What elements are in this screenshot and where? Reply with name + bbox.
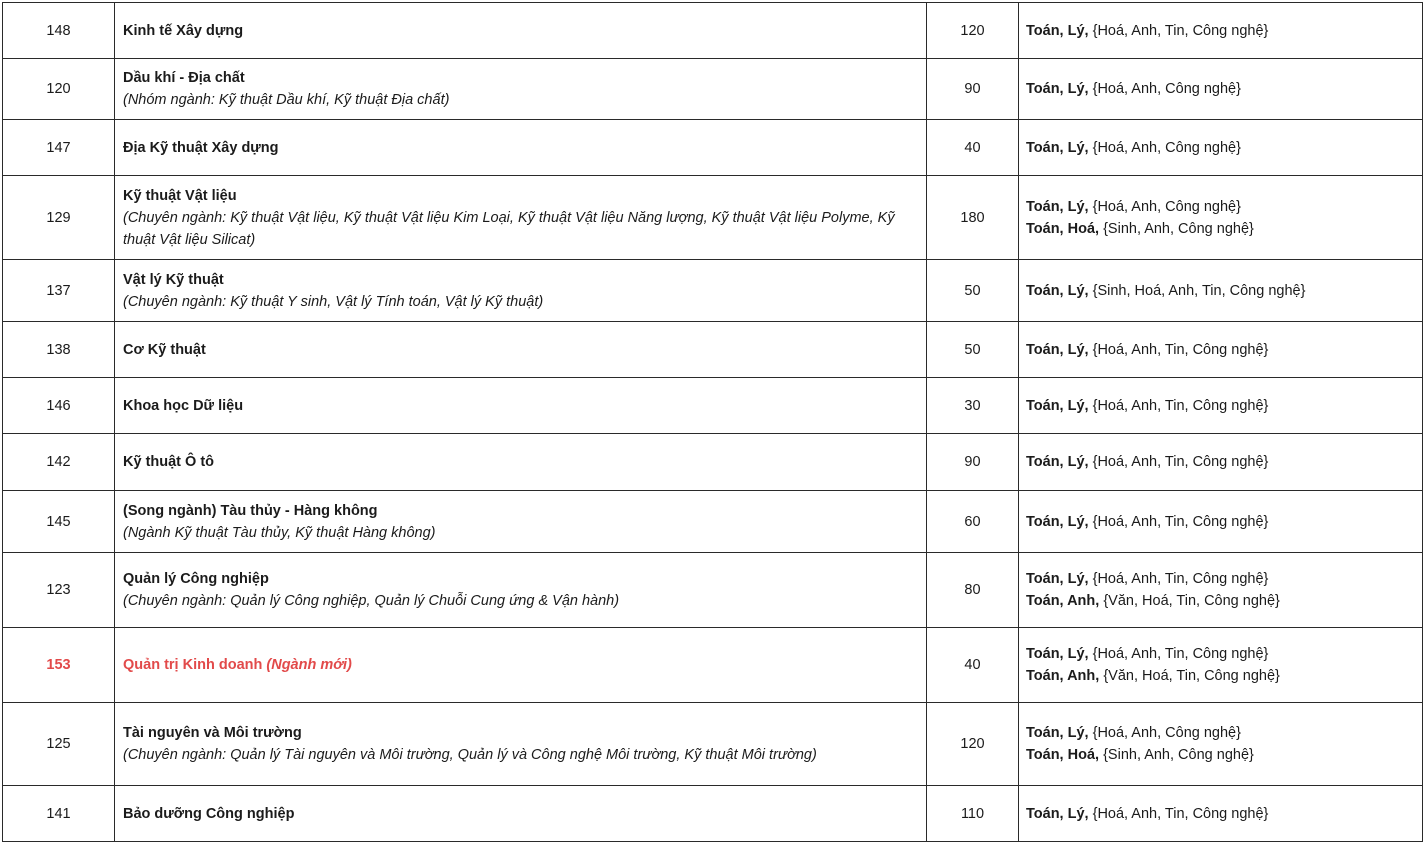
program-code: 120 <box>3 59 115 120</box>
required-subjects: Toán, Lý, <box>1026 646 1093 662</box>
program-code: 123 <box>3 553 115 628</box>
admission-table-body <box>3 3 1423 842</box>
program-specializations: (Chuyên ngành: Quản lý Công nghiệp, Quản lý Chuỗi Cung ứng & Vận hành) <box>123 593 620 609</box>
required-subjects: Toán, Lý, <box>1026 571 1093 587</box>
program-name <box>123 568 918 590</box>
subject-combination <box>1026 803 1414 825</box>
admission-table <box>2 2 1423 842</box>
program-name-text: Địa Kỹ thuật Xây dựng <box>123 139 279 156</box>
program-quota: 90 <box>927 434 1019 491</box>
subject-combinations-cell <box>1019 378 1423 434</box>
program-name-cell <box>115 491 927 553</box>
table-row <box>3 59 1423 120</box>
required-subjects: Toán, Hoá, <box>1026 747 1104 763</box>
optional-subjects: {Văn, Hoá, Tin, Công nghệ} <box>1103 593 1280 609</box>
program-quota: 180 <box>927 176 1019 260</box>
subject-combination <box>1026 568 1414 590</box>
subject-combination <box>1026 722 1414 744</box>
optional-subjects: {Hoá, Anh, Tin, Công nghệ} <box>1092 646 1269 662</box>
required-subjects: Toán, Lý, <box>1026 139 1093 156</box>
optional-subjects: {Hoá, Anh, Tin, Công nghệ} <box>1092 571 1269 587</box>
subject-combination <box>1026 643 1414 665</box>
program-code: 146 <box>3 378 115 434</box>
required-subjects: Toán, Lý, <box>1026 81 1093 97</box>
optional-subjects: {Văn, Hoá, Tin, Công nghệ} <box>1103 668 1280 684</box>
program-name-cell <box>115 378 927 434</box>
subject-combination <box>1026 196 1414 218</box>
table-row <box>3 378 1423 434</box>
program-specializations: (Chuyên ngành: Kỹ thuật Vật liệu, Kỹ thuật Vật liệu Kim Loại, Kỹ thuật Vật liệu Năng lượng, Kỹ thuật Vật liệu Polyme, Kỹ thuật Vật liệu Silicat) <box>123 209 895 248</box>
table-row <box>3 176 1423 260</box>
program-name-cell <box>115 703 927 786</box>
program-name-cell <box>115 628 927 703</box>
optional-subjects: {Sinh, Anh, Công nghệ} <box>1103 220 1254 237</box>
program-name <box>123 395 918 417</box>
required-subjects: Toán, Lý, <box>1026 805 1093 822</box>
table-row <box>3 786 1423 842</box>
program-name <box>123 20 918 42</box>
subject-combinations-cell <box>1019 260 1423 322</box>
subject-combinations-cell <box>1019 322 1423 378</box>
program-code: 129 <box>3 176 115 260</box>
program-name-text: Kỹ thuật Ô tô <box>123 454 215 470</box>
required-subjects: Toán, Anh, <box>1026 668 1104 684</box>
program-name-text: Kinh tế Xây dựng <box>123 22 244 39</box>
table-row <box>3 628 1423 703</box>
subject-combinations-cell <box>1019 553 1423 628</box>
table-row <box>3 703 1423 786</box>
subject-combination <box>1026 218 1414 240</box>
required-subjects: Toán, Anh, <box>1026 593 1104 609</box>
program-name <box>123 451 918 473</box>
program-name <box>123 137 918 159</box>
table-row <box>3 491 1423 553</box>
optional-subjects: {Sinh, Anh, Công nghệ} <box>1103 747 1254 763</box>
program-name-text: Cơ Kỹ thuật <box>123 341 206 358</box>
table-row <box>3 322 1423 378</box>
program-name-text: Dầu khí - Địa chất <box>123 70 245 86</box>
required-subjects: Toán, Lý, <box>1026 454 1093 470</box>
subject-combination <box>1026 137 1414 159</box>
program-name-cell <box>115 176 927 260</box>
program-specializations: (Nhóm ngành: Kỹ thuật Dầu khí, Kỹ thuật Địa chất) <box>123 92 450 108</box>
optional-subjects: {Hoá, Anh, Tin, Công nghệ} <box>1092 513 1269 530</box>
required-subjects: Toán, Lý, <box>1026 22 1093 39</box>
program-quota: 120 <box>927 3 1019 59</box>
program-name <box>123 269 918 291</box>
program-name-cell <box>115 59 927 120</box>
optional-subjects: {Sinh, Hoá, Anh, Tin, Công nghệ} <box>1092 282 1306 299</box>
program-name-text: Khoa học Dữ liệu <box>123 397 244 414</box>
subject-combinations-cell <box>1019 176 1423 260</box>
optional-subjects: {Hoá, Anh, Công nghệ} <box>1092 198 1241 215</box>
program-code: 147 <box>3 120 115 176</box>
program-name-text: Quản trị Kinh doanh <box>123 657 267 673</box>
subject-combination <box>1026 20 1414 42</box>
subject-combinations-cell <box>1019 628 1423 703</box>
program-code: 148 <box>3 3 115 59</box>
program-quota: 30 <box>927 378 1019 434</box>
program-name-cell <box>115 322 927 378</box>
new-program-tag: (Ngành mới) <box>266 657 352 673</box>
optional-subjects: {Hoá, Anh, Công nghệ} <box>1092 139 1241 156</box>
subject-combinations-cell <box>1019 491 1423 553</box>
subject-combination <box>1026 339 1414 361</box>
required-subjects: Toán, Lý, <box>1026 513 1093 530</box>
optional-subjects: {Hoá, Anh, Công nghệ} <box>1092 725 1241 741</box>
optional-subjects: {Hoá, Anh, Tin, Công nghệ} <box>1092 397 1269 414</box>
program-code: 125 <box>3 703 115 786</box>
program-name-text: (Song ngành) Tàu thủy - Hàng không <box>123 502 378 519</box>
program-name-cell <box>115 260 927 322</box>
subject-combination <box>1026 744 1414 766</box>
program-quota: 50 <box>927 322 1019 378</box>
subject-combination <box>1026 280 1414 302</box>
program-quota: 50 <box>927 260 1019 322</box>
program-name-text: Quản lý Công nghiệp <box>123 571 269 587</box>
required-subjects: Toán, Hoá, <box>1026 220 1104 237</box>
program-name-cell <box>115 120 927 176</box>
program-name-text: Bảo dưỡng Công nghiệp <box>123 805 295 822</box>
program-specializations: (Chuyên ngành: Kỹ thuật Y sinh, Vật lý Tính toán, Vật lý Kỹ thuật) <box>123 293 544 310</box>
program-specializations: (Chuyên ngành: Quản lý Tài nguyên và Môi trường, Quản lý và Công nghệ Môi trường, Kỹ thuật Môi trường) <box>123 747 817 763</box>
table-row <box>3 260 1423 322</box>
subject-combinations-cell <box>1019 59 1423 120</box>
program-quota: 80 <box>927 553 1019 628</box>
program-quota: 120 <box>927 703 1019 786</box>
program-quota: 90 <box>927 59 1019 120</box>
program-code: 145 <box>3 491 115 553</box>
subject-combination <box>1026 78 1414 100</box>
program-name <box>123 339 918 361</box>
program-code: 141 <box>3 786 115 842</box>
required-subjects: Toán, Lý, <box>1026 198 1093 215</box>
table-row <box>3 434 1423 491</box>
program-quota: 40 <box>927 120 1019 176</box>
table-row <box>3 553 1423 628</box>
subject-combination <box>1026 665 1414 687</box>
program-quota: 60 <box>927 491 1019 553</box>
subject-combinations-cell <box>1019 703 1423 786</box>
program-name <box>123 67 918 89</box>
subject-combination <box>1026 451 1414 473</box>
program-quota: 40 <box>927 628 1019 703</box>
program-name <box>123 500 918 522</box>
optional-subjects: {Hoá, Anh, Tin, Công nghệ} <box>1092 341 1269 358</box>
program-name-cell <box>115 434 927 491</box>
required-subjects: Toán, Lý, <box>1026 282 1093 299</box>
program-specializations: (Ngành Kỹ thuật Tàu thủy, Kỹ thuật Hàng không) <box>123 524 436 541</box>
subject-combination <box>1026 395 1414 417</box>
optional-subjects: {Hoá, Anh, Công nghệ} <box>1092 81 1241 97</box>
program-name-text: Kỹ thuật Vật liệu <box>123 187 237 204</box>
program-code: 137 <box>3 260 115 322</box>
subject-combinations-cell <box>1019 120 1423 176</box>
program-name-text: Tài nguyên và Môi trường <box>123 725 302 741</box>
table-row <box>3 120 1423 176</box>
required-subjects: Toán, Lý, <box>1026 725 1093 741</box>
subject-combinations-cell <box>1019 434 1423 491</box>
subject-combination <box>1026 590 1414 612</box>
program-code: 153 <box>3 628 115 703</box>
program-quota: 110 <box>927 786 1019 842</box>
program-name-cell <box>115 3 927 59</box>
program-name <box>123 722 918 744</box>
program-name <box>123 654 918 676</box>
required-subjects: Toán, Lý, <box>1026 397 1093 414</box>
optional-subjects: {Hoá, Anh, Tin, Công nghệ} <box>1092 805 1269 822</box>
optional-subjects: {Hoá, Anh, Tin, Công nghệ} <box>1092 454 1269 470</box>
subject-combinations-cell <box>1019 786 1423 842</box>
program-code: 142 <box>3 434 115 491</box>
program-name-cell <box>115 553 927 628</box>
program-name <box>123 803 918 825</box>
program-name <box>123 185 918 207</box>
table-row <box>3 3 1423 59</box>
optional-subjects: {Hoá, Anh, Tin, Công nghệ} <box>1092 22 1269 39</box>
program-name-cell <box>115 786 927 842</box>
required-subjects: Toán, Lý, <box>1026 341 1093 358</box>
subject-combination <box>1026 511 1414 533</box>
subject-combinations-cell <box>1019 3 1423 59</box>
program-code: 138 <box>3 322 115 378</box>
program-name-text: Vật lý Kỹ thuật <box>123 271 224 288</box>
